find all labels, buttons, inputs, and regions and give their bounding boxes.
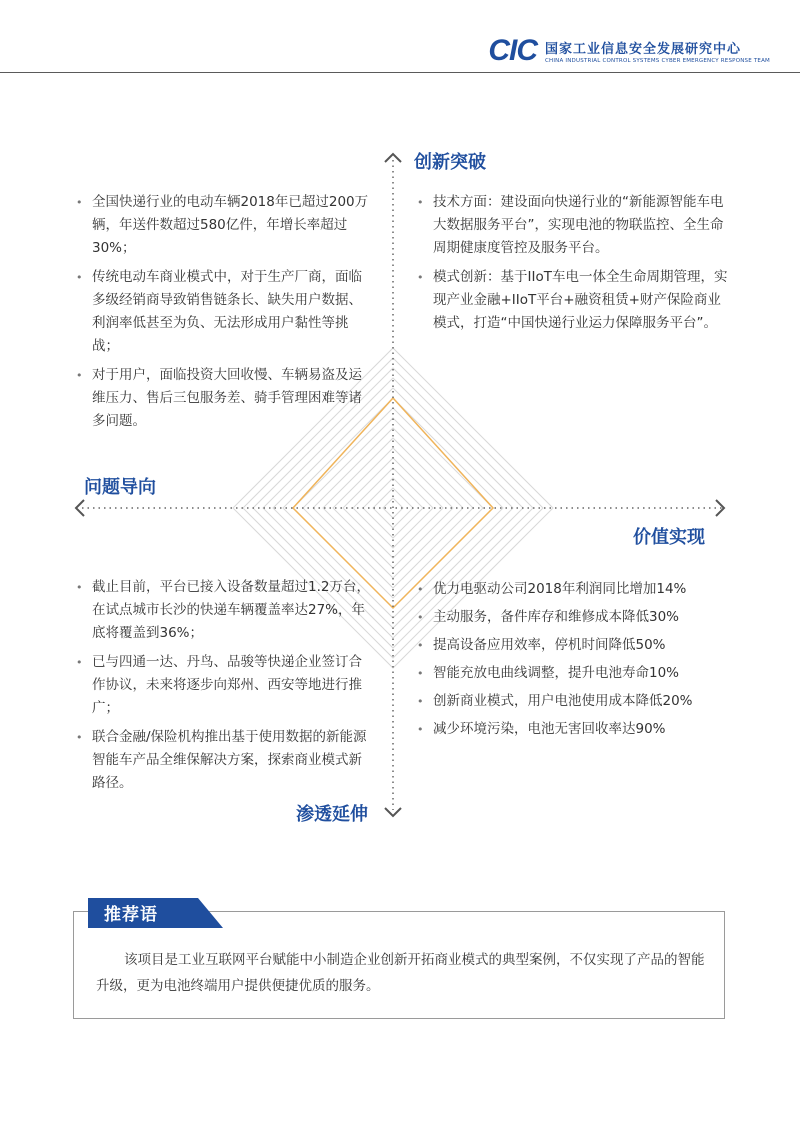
problem-title: 问题导向 bbox=[84, 477, 156, 498]
list-item: • 减少环境污染，电池无害回收率达90% bbox=[417, 718, 729, 741]
problem-list bbox=[76, 191, 372, 439]
list-item: • 模式创新：基于IIoT车电一体全生命周期管理，实现产业金融+IIoT平台+融资租赁+财产保险商业模式，打造“中国快递行业运力保障服务平台”。 bbox=[417, 266, 729, 335]
list-item: • 全国快递行业的电动车辆2018年已超过200万辆，年送件数超过580亿件，年增长率超过30%； bbox=[76, 191, 372, 260]
recommendation-text: 该项目是工业互联网平台赋能中小制造企业创新开拓商业模式的典型案例，不仅实现了产品的智能升级，更为电池终端用户提供便捷优质的服务。 bbox=[96, 952, 705, 994]
value-list bbox=[417, 578, 729, 746]
value-title: 价值实现 bbox=[633, 527, 705, 548]
penetration-list bbox=[76, 576, 372, 801]
list-item: • 主动服务，备件库存和维修成本降低30% bbox=[417, 606, 729, 629]
list-item: • 技术方面：建设面向快递行业的“新能源智能车电大数据服务平台”，实现电池的物联监控、全生命周期健康度管控及服务平台。 bbox=[417, 191, 729, 260]
list-item: • 创新商业模式，用户电池使用成本降低20% bbox=[417, 690, 729, 713]
list-item: • 传统电动车商业模式中，对于生产厂商，面临多级经销商导致销售链条长、缺失用户数据、利润率低甚至为负、无法形成用户黏性等挑战； bbox=[76, 266, 372, 358]
org-name-cn: 国家工业信息安全发展研究中心 bbox=[544, 42, 741, 57]
recommendation-label: 推荐语 bbox=[104, 905, 158, 925]
list-item: • 对于用户，面临投资大回收慢、车辆易盗及运维压力、售后三包服务差、骑手管理困难等诸多问题。 bbox=[76, 364, 372, 433]
org-name-en: CHINA INDUSTRIAL CONTROL SYSTEMS CYBER EMERGENCY RESPONSE TEAM bbox=[544, 58, 770, 64]
list-item: • 提高设备应用效率，停机时间降低50% bbox=[417, 634, 729, 657]
list-item: • 智能充放电曲线调整，提升电池寿命10% bbox=[417, 662, 729, 685]
list-item: • 优力电驱动公司2018年利润同比增加14% bbox=[417, 578, 729, 601]
list-item: • 联合金融/保险机构推出基于使用数据的新能源智能车产品全维保解决方案，探索商业模式新路径。 bbox=[76, 726, 372, 795]
list-item: • 截止目前，平台已接入设备数量超过1.2万台，在试点城市长沙的快递车辆覆盖率达27%，年底将覆盖到36%； bbox=[76, 576, 372, 645]
innovation-list bbox=[417, 191, 729, 341]
penetration-title: 渗透延伸 bbox=[296, 804, 368, 825]
cic-logo-mark: CIC bbox=[488, 34, 537, 67]
list-item: • 已与四通一达、丹鸟、品骏等快递企业签订合作协议，未来将逐步向郑州、西安等地进行推广； bbox=[76, 651, 372, 720]
innovation-title: 创新突破 bbox=[414, 152, 486, 173]
